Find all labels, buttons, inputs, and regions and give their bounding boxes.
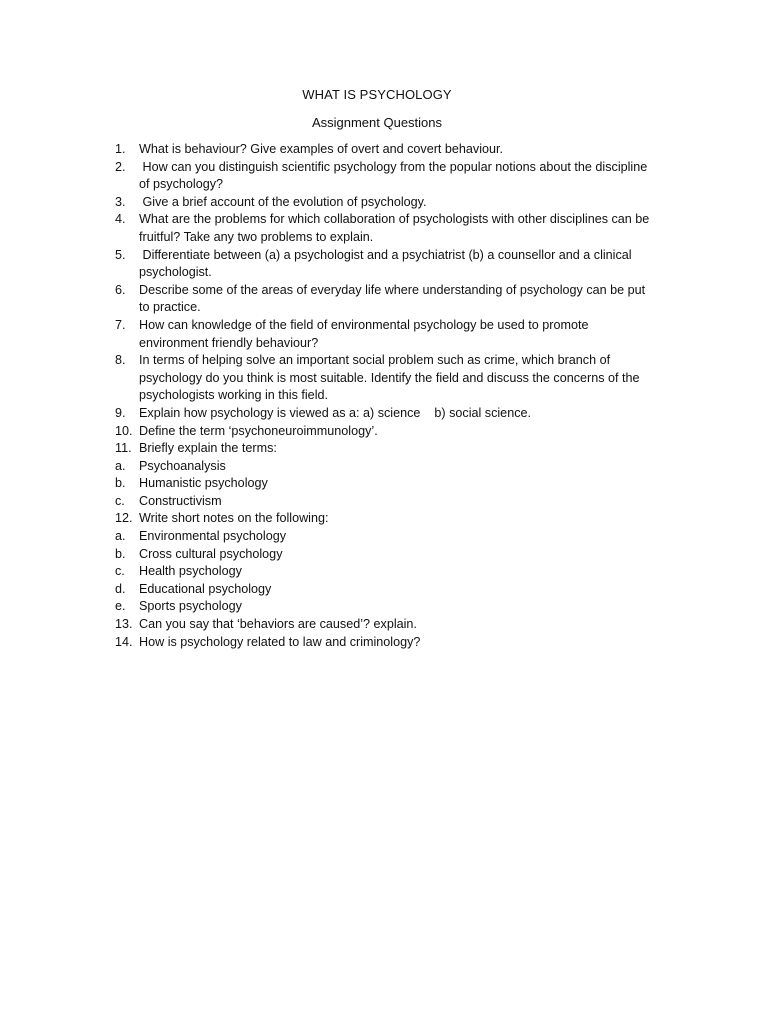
list-item-line: of psychology? <box>139 177 224 192</box>
list-item-line: What is behaviour? Give examples of overt and covert behaviour. <box>139 142 504 156</box>
list-item-text <box>139 423 685 441</box>
list-item-line: Write short notes on the following: <box>139 511 329 526</box>
list-item-marker: e. <box>115 599 126 614</box>
list-item-marker: b. <box>115 546 126 561</box>
list-item-line: Define the term ‘psychoneuroimmunology’. <box>139 423 378 438</box>
list-item-line: Briefly explain the terms: <box>139 441 277 456</box>
list-item-text <box>139 546 685 564</box>
document-subtitle: Assignment Questions <box>311 115 443 130</box>
list-item-text <box>139 581 685 599</box>
list-item-text <box>139 563 685 581</box>
list-item-text <box>139 616 685 634</box>
list-item <box>115 247 685 282</box>
list-item-marker: 4. <box>115 212 126 227</box>
list-item <box>115 634 685 652</box>
list-item <box>115 405 685 423</box>
list-item-marker: c. <box>115 564 125 579</box>
list-item-line: Psychoanalysis <box>139 458 226 473</box>
list-item <box>115 317 685 352</box>
list-item-line: What are the problems for which collaboration of psychologists with other disciplines can be <box>139 212 650 227</box>
list-item-marker: c. <box>115 493 125 508</box>
list-item-marker: 8. <box>115 353 126 368</box>
list-item-line: Give a brief account of the evolution of psychology. <box>139 194 427 209</box>
list-item-text <box>139 598 685 616</box>
list-item <box>115 528 685 546</box>
list-item-line: In terms of helping solve an important social problem such as crime, which branch of <box>139 353 611 368</box>
list-item-marker: 10. <box>115 423 133 438</box>
list-item <box>115 616 685 634</box>
list-item-text <box>139 352 685 405</box>
list-item-marker: a. <box>115 529 126 544</box>
list-item-line: Health psychology <box>139 564 242 579</box>
list-item-line: Sports psychology <box>139 599 242 614</box>
list-item-marker: d. <box>115 581 126 596</box>
list-item <box>115 141 685 159</box>
list-item <box>115 194 685 212</box>
list-item-marker: 7. <box>115 317 126 332</box>
list-item-marker: 13. <box>115 617 133 632</box>
list-item-text <box>139 211 685 246</box>
list-item-text <box>139 493 685 511</box>
list-item-line: Educational psychology <box>139 581 272 596</box>
list-item-marker: 11. <box>115 441 132 456</box>
list-item-line: environment friendly behaviour? <box>139 335 319 350</box>
list-item-line: How can you distinguish scientific psychology from the popular notions about the discipline <box>139 159 648 174</box>
list-item <box>115 423 685 441</box>
list-item-line: to practice. <box>139 300 201 315</box>
list-item-line: fruitful? Take any two problems to explain. <box>139 229 374 244</box>
list-item-text <box>139 317 685 352</box>
list-item-marker: 9. <box>115 405 126 420</box>
document-title: WHAT IS PSYCHOLOGY <box>302 87 452 102</box>
list-item <box>115 211 685 246</box>
list-item-line: Cross cultural psychology <box>139 546 283 561</box>
list-item-marker: 5. <box>115 247 126 262</box>
list-item-line: Differentiate between (a) a psychologist and a psychiatrist (b) a counsellor and a clinical <box>139 247 632 262</box>
list-item-line: Explain how psychology is viewed as a: a) science b) social science. <box>139 405 531 420</box>
list-item <box>115 282 685 317</box>
list-item-text <box>139 282 685 317</box>
list-item-line: How is psychology related to law and criminology? <box>139 634 421 649</box>
list-item <box>115 475 685 493</box>
list-item-text <box>139 405 685 423</box>
list-item <box>115 546 685 564</box>
list-item-marker: 12. <box>115 511 133 526</box>
list-item-text <box>139 528 685 546</box>
list-item-marker: 6. <box>115 282 126 297</box>
list-item-text <box>139 634 685 652</box>
list-item <box>115 493 685 511</box>
list-item-line: Describe some of the areas of everyday life where understanding of psychology can be put <box>139 282 646 297</box>
list-item <box>115 440 685 458</box>
list-item-line: Can you say that ‘behaviors are caused’? explain. <box>139 617 417 632</box>
list-item-text <box>139 440 685 458</box>
list-item-marker: 2. <box>115 159 126 174</box>
list-item <box>115 352 685 405</box>
list-item-text <box>139 247 685 282</box>
list-item-line: psychologists working in this field. <box>139 388 328 403</box>
list-item <box>115 563 685 581</box>
list-item-line: Environmental psychology <box>139 529 287 544</box>
list-item <box>115 159 685 194</box>
list-item-text <box>139 475 685 493</box>
list-item-line: Humanistic psychology <box>139 476 268 491</box>
list-item-line: psychology do you think is most suitable. Identify the field and discuss the concerns of the <box>139 370 640 385</box>
list-item-line: psychologist. <box>139 265 212 280</box>
list-item-line: How can knowledge of the field of environmental psychology be used to promote <box>139 317 589 332</box>
list-item <box>115 510 685 528</box>
list-item-marker: 14. <box>115 634 133 649</box>
list-item-text <box>139 141 685 159</box>
list-item-marker: 3. <box>115 194 126 209</box>
list-item-marker: 1. <box>115 142 126 156</box>
list-item-text <box>139 458 685 476</box>
list-item-text <box>139 194 685 212</box>
list-item <box>115 598 685 616</box>
list-item <box>115 458 685 476</box>
question-list <box>115 141 685 651</box>
list-item-text <box>139 510 685 528</box>
list-item-marker: a. <box>115 458 126 473</box>
list-item-line: Constructivism <box>139 493 222 508</box>
list-item <box>115 581 685 599</box>
list-item-text <box>139 159 685 194</box>
list-item-marker: b. <box>115 476 126 491</box>
